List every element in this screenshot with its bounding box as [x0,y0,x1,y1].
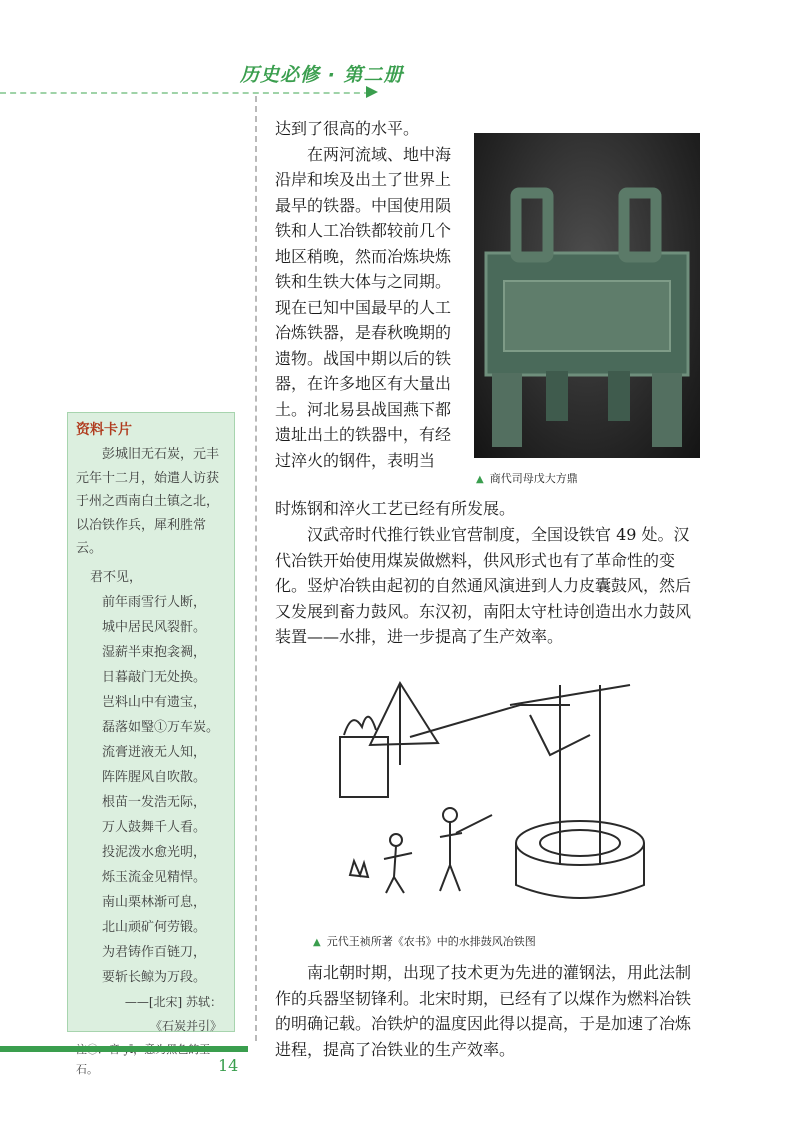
page-header-title: 历史必修 · 第二册 [240,64,404,86]
poem-line: 君不见， [90,569,143,585]
margin-dashed-rule [255,96,257,1041]
poem-footnote: 石。 [76,1062,98,1076]
poem-line: 北山顽矿何劳锻。 [102,919,207,935]
poem-line: 日暮敲门无处换。 [102,669,207,685]
paragraph-3: 南北朝时期，出现了技术更为先进的灌钢法，用此法制作的兵器坚韧锋利。北宋时期，已经有了以煤作为燃料冶铁的明确记载。冶铁炉的温度因此得以提高，于是加速了冶炼进程，提高了冶铁业的生产效率。 [275,963,692,1059]
header-dashed-rule [0,92,370,94]
paragraph-2: 汉武帝时代推行铁业官营制度，全国设铁官 49 处。汉代冶铁开始使用煤炭做燃料，供风形式也有了革命性的变化。竖炉冶铁由起初的自然通风演进到人力皮囊鼓风，然后又发展到畜力鼓风。东汉初，南阳太守杜诗创造出水力鼓风装置——水排，进一步提高了生产效率。 [275,525,692,646]
poem-line: 为君铸作百链刀， [102,944,207,960]
header-arrow-icon [366,86,378,98]
poem-line: 根苗一发浩无际， [102,794,207,810]
poem-line: 岂料山中有遗宝， [102,694,207,710]
water-bellows-illustration [330,665,660,923]
page-number: 14 [218,1056,239,1075]
photo-caption: ▲ 商代司母戊大方鼎 [476,472,578,485]
paragraph-continued: 时炼钢和淬火工艺已经有所发展。 [275,499,516,518]
poem-line: 万人鼓舞千人看。 [102,819,207,835]
poem-line: 南山栗林渐可息， [102,894,207,910]
poem-source-title: 《石炭并引》 [149,1018,222,1033]
column-paragraph-2: 在两河流域、地中海沿岸和埃及出土了世界上最早的铁器。中国使用陨铁和人工冶铁都较前几个地区稍晚，然而冶炼块炼铁和生铁大体与之同期。现在已知中国最早的人工冶炼铁器，是春秋晚期的遗物。战国中期以后的铁器，在许多地区有大量出土。河北易县战国燕下都遗址出土的铁器中，有经过淬火的钢件，表明当 [275,144,452,470]
poem-line: 磊落如瑿①万车炭。 [102,719,220,735]
poem [76,565,226,990]
poem-source-author: ——[北宋] 苏轼： [124,994,222,1009]
poem-line: 城中居民风裂骭。 [102,619,207,635]
poem-line: 要斩长鲸为万段。 [102,969,207,985]
poem-line: 流膏迸液无人知， [102,744,207,760]
poem-line: 阵阵腥风自吹散。 [102,769,207,785]
poem-line: 前年雨雪行人断， [102,594,207,610]
column-paragraph-1: 达到了很高的水平。 [275,119,420,138]
poem-line: 烁玉流金见精悍。 [102,869,207,885]
poem-line: 投泥泼水愈光明， [102,844,207,860]
illustration-caption: ▲ 元代王祯所著《农书》中的水排鼓风冶铁图 [313,935,536,948]
column-text [275,116,465,473]
caption-triangle-icon: ▲ [476,474,484,485]
bronze-ding-photo [474,133,700,458]
poem-line: 湿薪半束抱衾裯， [102,644,207,660]
caption-triangle-icon: ▲ [313,937,321,948]
footer-bar [0,1046,248,1052]
data-card-intro: 彭城旧无石炭，元丰元年十二月，始遣人访获于州之西南白土镇之北，以冶铁作兵，犀利胜常云。 [76,447,220,556]
data-card-title: 资料卡片 [76,422,132,438]
